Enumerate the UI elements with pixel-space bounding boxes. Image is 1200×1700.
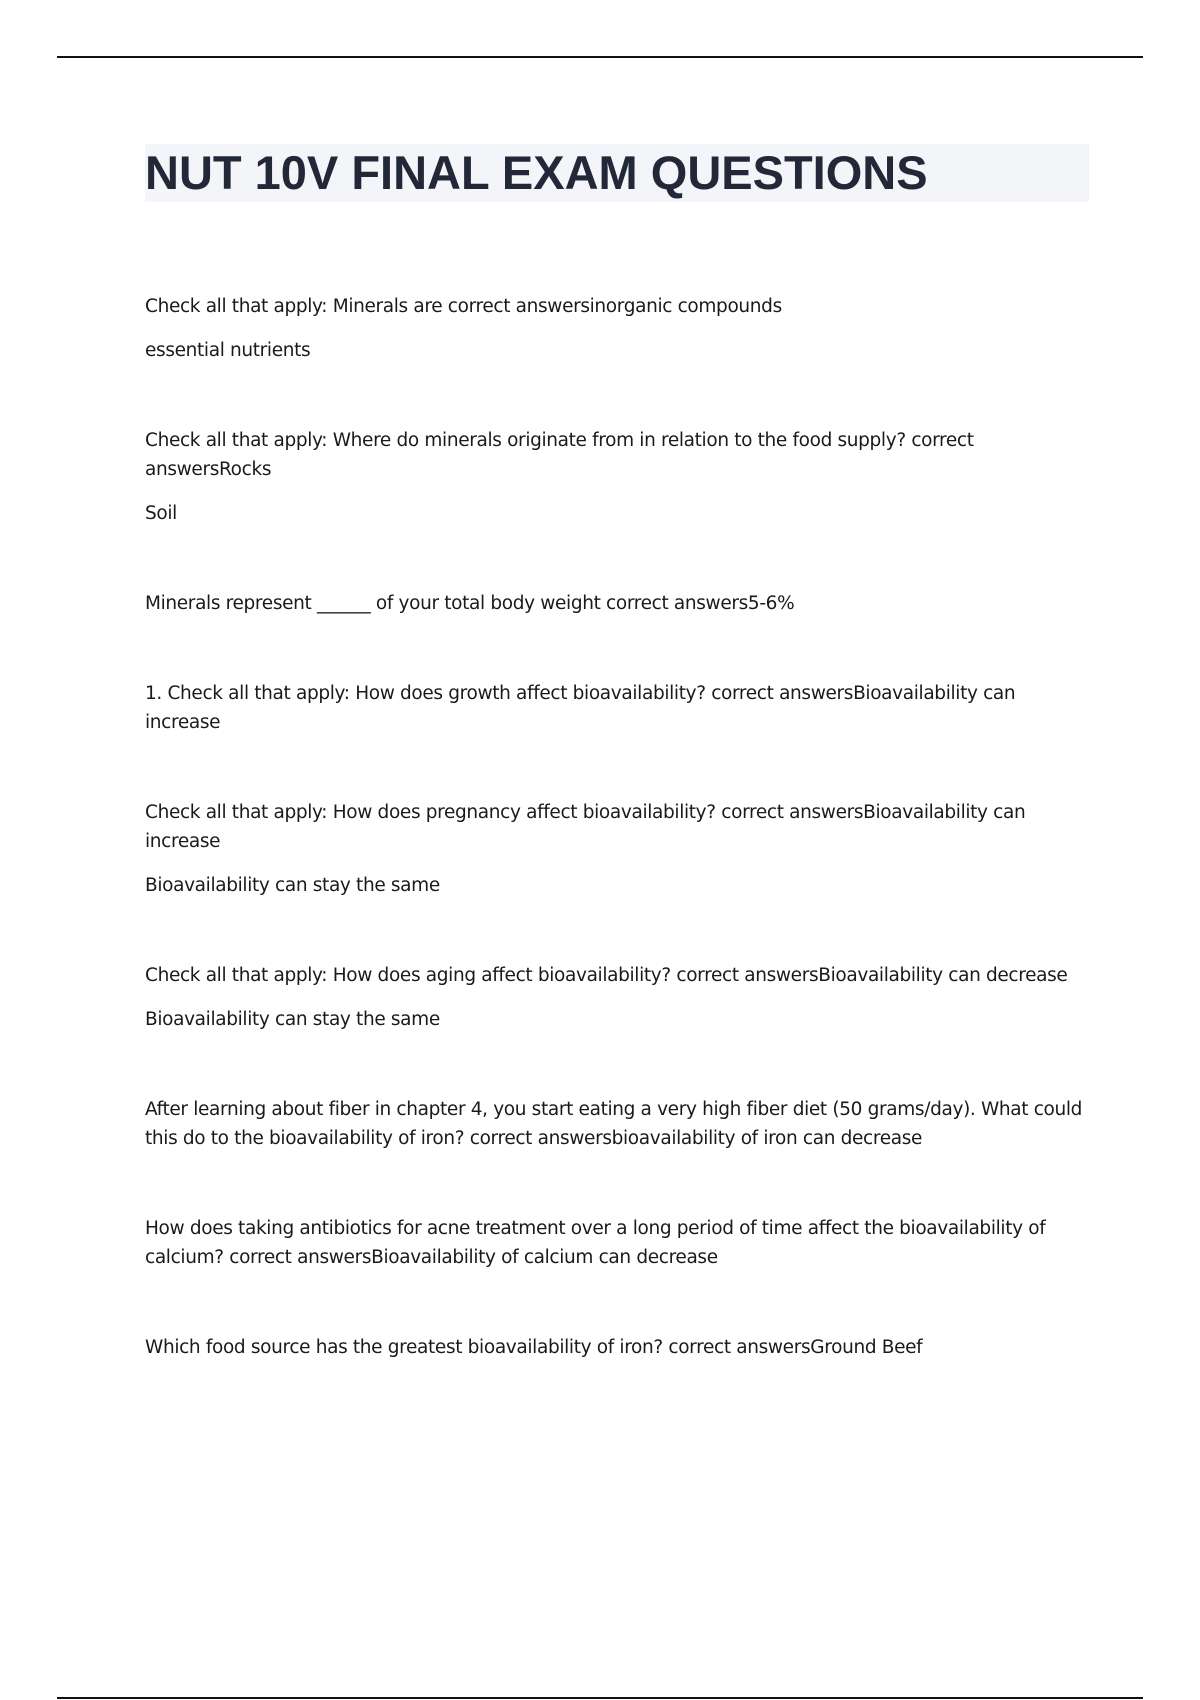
- question-text: Check all that apply: How does aging affect bioavailability? correct answersBioavailability can decrease: [145, 965, 1068, 986]
- answer-text: Bioavailability can stay the same: [145, 1009, 440, 1030]
- question-item: [145, 292, 1090, 365]
- question-item: [145, 589, 1090, 618]
- question-text: Check all that apply: How does pregnancy affect bioavailability? correct answersBioavailability can increase: [145, 802, 1026, 852]
- question-item: [145, 961, 1090, 1034]
- top-rule: [57, 56, 1143, 58]
- question-item: [145, 1095, 1090, 1153]
- question-list: [145, 292, 1090, 1423]
- answer-text: Bioavailability can stay the same: [145, 875, 440, 896]
- question-item: [145, 1214, 1090, 1272]
- question-text: Which food source has the greatest bioavailability of iron? correct answersGround Beef: [145, 1337, 923, 1358]
- answer-text: essential nutrients: [145, 340, 311, 361]
- question-text: Check all that apply: Minerals are correct answersinorganic compounds: [145, 296, 782, 317]
- question-item: [145, 679, 1090, 737]
- question-text: Check all that apply: Where do minerals originate from in relation to the food supply? correct answersRocks: [145, 430, 974, 480]
- question-text: 1. Check all that apply: How does growth affect bioavailability? correct answersBioavailability can increase: [145, 683, 1016, 733]
- document-title: NUT 10V FINAL EXAM QUESTIONS: [145, 146, 928, 199]
- answer-text: Soil: [145, 503, 177, 524]
- bottom-rule: [57, 1697, 1143, 1699]
- question-text: After learning about fiber in chapter 4, you start eating a very high fiber diet (50 grams/day). What could this do to the bioavailability of iron? correct answersbioavailability of iron can decrease: [145, 1099, 1083, 1149]
- question-item: [145, 426, 1090, 528]
- question-item: [145, 1333, 1090, 1362]
- question-item: [145, 798, 1090, 900]
- question-text: How does taking antibiotics for acne treatment over a long period of time affect the bioavailability of calcium? correct answersBioavailability of calcium can decrease: [145, 1218, 1046, 1268]
- question-text: Minerals represent ______ of your total body weight correct answers5-6%: [145, 593, 795, 614]
